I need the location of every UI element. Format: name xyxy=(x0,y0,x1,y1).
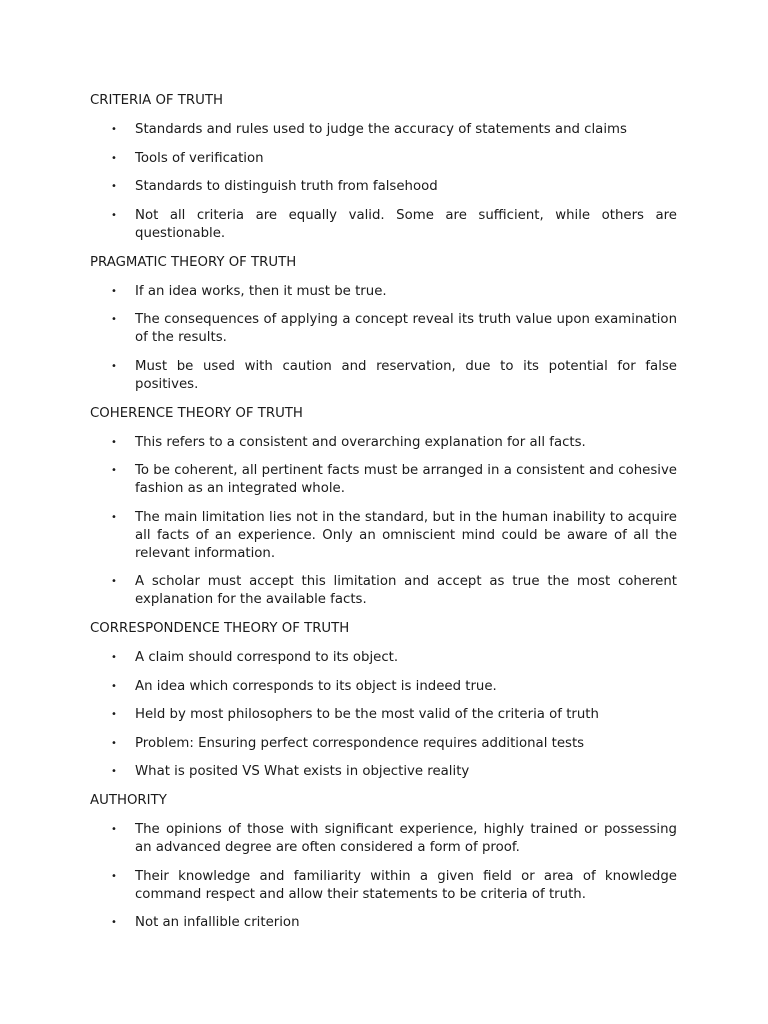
list-item xyxy=(90,178,677,196)
list-item xyxy=(90,283,677,301)
list-item-text: Must be used with caution and reservation, due to its potential for false positives. xyxy=(135,358,677,392)
list-item-text: Problem: Ensuring perfect correspondence requires additional tests xyxy=(135,735,585,751)
list-item-text: Standards and rules used to judge the accuracy of statements and claims xyxy=(135,122,627,137)
bullet-icon: • xyxy=(111,181,117,192)
list-item xyxy=(90,573,677,609)
list-item xyxy=(90,678,677,696)
list-item-text: Tools of verification xyxy=(135,150,264,166)
list-item xyxy=(90,434,677,452)
list-item-text: The opinions of those with significant experience, highly trained or possessing an advanced degree are often considered a form of proof. xyxy=(135,822,677,855)
bullet-icon: • xyxy=(111,314,117,325)
section-heading-authority: AUTHORITY xyxy=(90,793,167,808)
section-heading-criteria-of-truth: CRITERIA OF TRUTH xyxy=(90,93,224,108)
list-item xyxy=(90,914,677,932)
list-item xyxy=(90,462,677,498)
list-item-text: Their knowledge and familiarity within a given field or area of knowledge command respect and allow their statements to be criteria of truth. xyxy=(135,868,677,902)
bullet-list-authority xyxy=(90,821,677,932)
bullet-icon: • xyxy=(111,824,117,835)
list-item-text: The consequences of applying a concept reveal its truth value upon examination of the results. xyxy=(135,312,677,345)
bullet-icon: • xyxy=(111,917,117,928)
bullet-icon: • xyxy=(111,124,117,135)
bullet-icon: • xyxy=(111,360,117,372)
list-item-text: Not an infallible criterion xyxy=(135,915,300,930)
list-item-text: An idea which corresponds to its object is indeed true. xyxy=(135,678,497,694)
list-item-text: Not all criteria are equally valid. Some are sufficient, while others are questionable. xyxy=(135,207,677,241)
bullet-list-correspondence-theory xyxy=(90,649,677,781)
list-item xyxy=(90,735,677,753)
list-item-text: To be coherent, all pertinent facts must be arranged in a consistent and cohesive fashion as an integrated whole. xyxy=(135,463,677,496)
list-item-text: A scholar must accept this limitation and accept as true the most coherent explanation for the available facts. xyxy=(135,574,677,607)
section-heading-pragmatic-theory: PRAGMATIC THEORY OF TRUTH xyxy=(90,254,297,270)
list-item xyxy=(90,150,677,168)
bullet-list-criteria-of-truth xyxy=(90,121,677,243)
bullet-icon: • xyxy=(111,766,117,777)
list-item-text: If an idea works, then it must be true. xyxy=(135,283,387,299)
list-item xyxy=(90,509,677,563)
bullet-icon: • xyxy=(111,737,117,749)
list-item xyxy=(90,121,677,139)
bullet-icon: • xyxy=(111,680,117,692)
list-item xyxy=(90,706,677,724)
list-item-text: Held by most philosophers to be the most valid of the criteria of truth xyxy=(135,707,599,722)
list-item xyxy=(90,763,677,781)
list-item xyxy=(90,207,677,243)
list-item-text: A claim should correspond to its object. xyxy=(135,650,399,665)
bullet-icon: • xyxy=(111,511,117,523)
list-item xyxy=(90,649,677,667)
list-item xyxy=(90,311,677,347)
list-item xyxy=(90,358,677,394)
list-item-text: The main limitation lies not in the standard, but in the human inability to acquire all facts of an experience. Only an omniscient mind could be aware of all the relevant information. xyxy=(135,509,677,561)
bullet-icon: • xyxy=(111,576,117,587)
bullet-icon: • xyxy=(111,436,117,448)
bullet-icon: • xyxy=(111,465,117,476)
bullet-icon: • xyxy=(111,152,117,164)
bullet-list-coherence-theory xyxy=(90,434,677,610)
list-item xyxy=(90,821,677,857)
list-item-text: This refers to a consistent and overarching explanation for all facts. xyxy=(135,434,586,450)
bullet-icon: • xyxy=(111,209,117,221)
bullet-icon: • xyxy=(111,870,117,882)
section-heading-correspondence-theory: CORRESPONDENCE THEORY OF TRUTH xyxy=(90,621,350,636)
list-item xyxy=(90,868,677,904)
bullet-list-pragmatic-theory xyxy=(90,283,677,394)
bullet-icon: • xyxy=(111,709,117,720)
section-heading-coherence-theory: COHERENCE THEORY OF TRUTH xyxy=(90,405,303,421)
list-item-text: What is posited VS What exists in objective reality xyxy=(135,764,470,779)
bullet-icon: • xyxy=(111,285,117,297)
bullet-icon: • xyxy=(111,652,117,663)
list-item-text: Standards to distinguish truth from falsehood xyxy=(135,179,438,194)
